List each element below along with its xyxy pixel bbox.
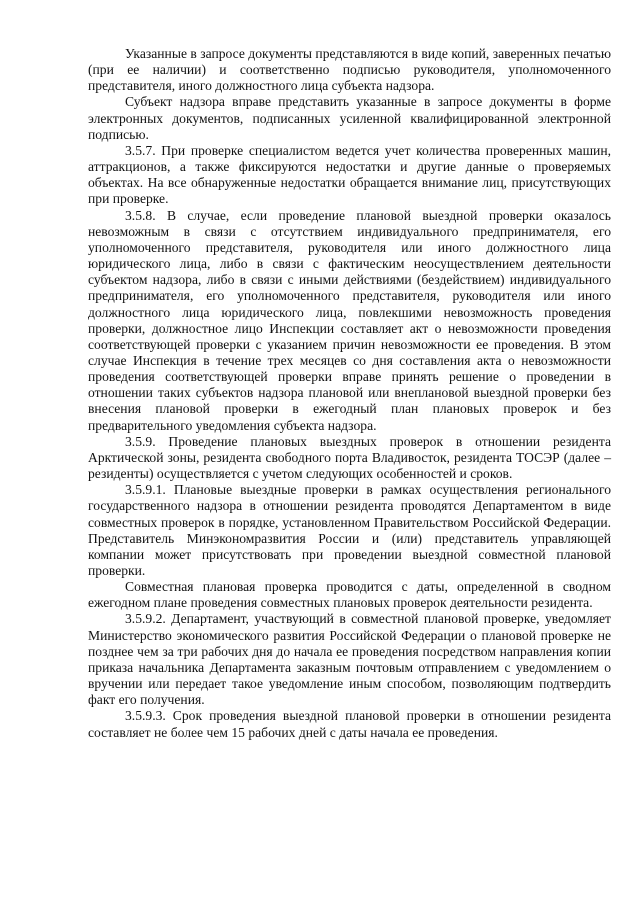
paragraph-3-5-9-1: 3.5.9.1. Плановые выездные проверки в рамках осуществления регионального государственного надзора в отношении резидента проводятся Департаментом в виде совместных проверок в порядке, установленном Правительством Российской Федерации. Представитель Минэкономразвития России и (или) представитель управляющей компании может присутствовать при проведении выездной совместной плановой проверки. bbox=[88, 482, 611, 578]
paragraph-3-5-9-3: 3.5.9.3. Срок проведения выездной плановой проверки в отношении резидента составляет не более чем 15 рабочих дней с даты начала ее проведения. bbox=[88, 708, 611, 740]
paragraph-3-5-8: 3.5.8. В случае, если проведение плановой выездной проверки оказалось невозможным в связи с отсутствием индивидуального предпринимателя, его уполномоченного представителя, руководителя или иного должностного лица юридического лица, либо в связи с фактическим неосуществлением деятельности субъектом надзора, либо в связи с иными действиями (бездействием) индивидуального предпринимателя, его уполномоченного представителя, руководителя или иного должностного лица юридического лица, повлекшими невозможность проведения проверки, должностное лицо Инспекции составляет акт о невозможности проведения соответствующей проверки с указанием причин невозможности ее проведения. В этом случае Инспекция в течение трех месяцев со дня составления акта о невозможности проведения соответствующей проверки вправе принять решение о проведении в отношении таких субъектов надзора плановой или внеплановой выездной проверки без внесения плановой проверки в ежегодный план плановых проверок и без предварительного уведомления субъекта надзора. bbox=[88, 207, 611, 433]
paragraph-joint-inspection: Совместная плановая проверка проводится с даты, определенной в сводном ежегодном плане проведения совместных плановых проверок деятельности резидента. bbox=[88, 579, 611, 611]
paragraph-electronic-documents: Субъект надзора вправе представить указанные в запросе документы в форме электронных документов, подписанных усиленной квалифицированной электронной подписью. bbox=[88, 94, 611, 142]
paragraph-3-5-9-2: 3.5.9.2. Департамент, участвующий в совместной плановой проверке, уведомляет Министерство экономического развития Российской Федерации о плановой проверке не позднее чем за три рабочих дня до начала ее проведения посредством направления копии приказа начальника Департамента заказным почтовым отправлением с уведомлением о вручении или передает такое уведомление иным способом, позволяющим подтвердить факт его получения. bbox=[88, 611, 611, 708]
paragraph-3-5-7: 3.5.7. При проверке специалистом ведется учет количества проверенных машин, аттракционов, а также фиксируются недостатки и другие данные о проверяемых объектах. На все обнаруженные недостатки обращается внимание лиц, присутствующих при проверке. bbox=[88, 142, 611, 207]
document-body bbox=[88, 46, 611, 741]
paragraph-3-5-9: 3.5.9. Проведение плановых выездных проверок в отношении резидента Арктической зоны, резидента свободного порта Владивосток, резидента ТОСЭР (далее – резиденты) осуществляется с учетом следующих особенностей и сроков. bbox=[88, 433, 611, 482]
paragraph-documents-copies: Указанные в запросе документы представляются в виде копий, заверенных печатью (при ее наличии) и соответственно подписью руководителя, уполномоченного представителя, иного должностного лица субъекта надзора. bbox=[88, 46, 611, 94]
